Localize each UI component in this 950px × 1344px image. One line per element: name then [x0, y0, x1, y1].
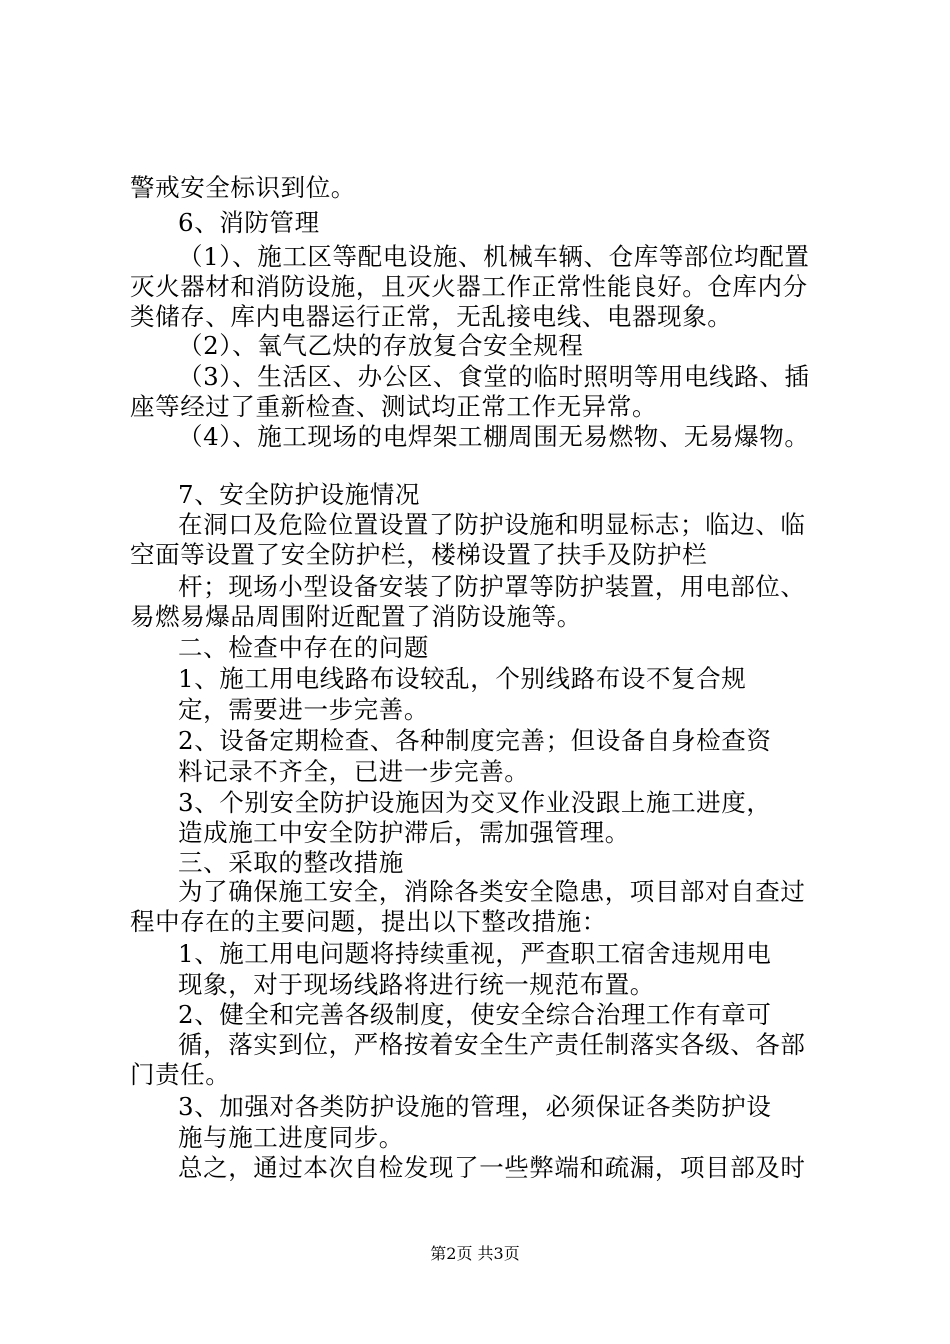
- text-line: 定，需要进一步完善。: [178, 695, 429, 724]
- text-line: 3、个别安全防护设施因为交叉作业没跟上施工进度，: [178, 788, 772, 817]
- text-line: 座等经过了重新检查、测试均正常工作无异常。: [130, 392, 658, 421]
- text-line: 3、加强对各类防护设施的管理，必须保证各类防护设: [178, 1092, 772, 1121]
- text-line: 造成施工中安全防护滞后，需加强管理。: [178, 818, 630, 847]
- section-heading: 二、检查中存在的问题: [178, 633, 429, 662]
- page-footer: 第2页 共3页: [430, 1244, 520, 1263]
- section-heading: 7、安全防护设施情况: [178, 480, 421, 509]
- text-line: 程中存在的主要问题，提出以下整改措施：: [130, 907, 607, 936]
- text-line: 灭火器材和消防设施，且灭火器工作正常性能良好。仓库内分: [130, 272, 808, 301]
- text-line: 门责任。: [130, 1060, 231, 1089]
- text-line: （4）、施工现场的电焊架工棚周围无易燃物、无易爆物。: [178, 422, 810, 451]
- text-line: （2）、氧气乙炔的存放复合安全规程: [178, 331, 584, 360]
- text-line: 现象，对于现场线路将进行统一规范布置。: [178, 970, 655, 999]
- text-line: 总之，通过本次自检发现了一些弊端和疏漏，项目部及时: [178, 1153, 806, 1182]
- text-line: 施与施工进度同步。: [178, 1123, 404, 1152]
- text-line: 2、健全和完善各级制度，使安全综合治理工作有章可: [178, 1000, 772, 1029]
- text-line: 循，落实到位，严格按着安全生产责任制落实各级、各部: [178, 1030, 806, 1059]
- text-line: 1、施工用电线路布设较乱，个别线路布设不复合规: [178, 664, 747, 693]
- text-line: 1、施工用电问题将持续重视，严查职工宿舍违规用电: [178, 939, 772, 968]
- section-heading: 三、采取的整改措施: [178, 848, 404, 877]
- text-line: 易燃易爆品周围附近配置了消防设施等。: [130, 602, 582, 631]
- text-line: 料记录不齐全，已进一步完善。: [178, 757, 530, 786]
- text-line: 空面等设置了安全防护栏，楼梯设置了扶手及防护栏: [130, 540, 708, 569]
- text-line: 2、设备定期检查、各种制度完善；但设备自身检查资: [178, 726, 772, 755]
- text-line: （1）、施工区等配电设施、机械车辆、仓库等部位均配置: [178, 242, 810, 271]
- text-line: 警戒安全标识到位。: [130, 173, 356, 202]
- text-line: （3）、生活区、办公区、食堂的临时照明等用电线路、插: [178, 362, 810, 391]
- text-line: 为了确保施工安全，消除各类安全隐患，项目部对自查过: [178, 877, 806, 906]
- text-line: 杆；现场小型设备安装了防护罩等防护装置，用电部位、: [178, 572, 806, 601]
- section-heading: 6、消防管理: [178, 208, 320, 237]
- text-line: 在洞口及危险位置设置了防护设施和明显标志；临边、临: [178, 510, 806, 539]
- text-line: 类储存、库内电器运行正常，无乱接电线、电器现象。: [130, 302, 733, 331]
